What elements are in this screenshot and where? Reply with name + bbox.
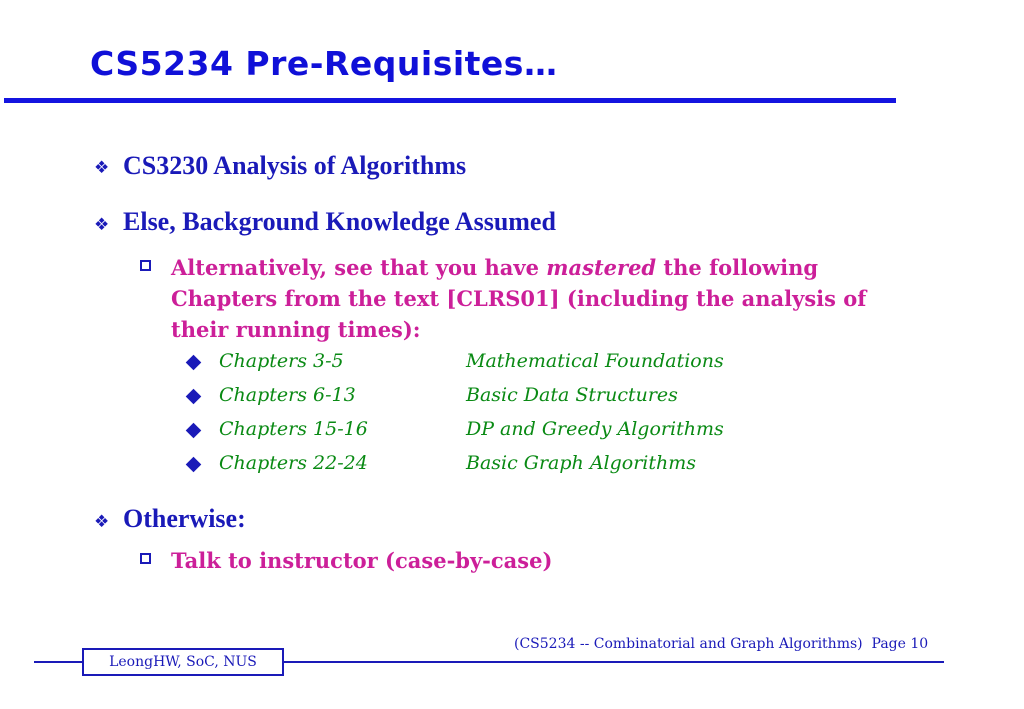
sub-bullet-alternatively <box>171 252 818 283</box>
diamond-star-bullet-icon: ❖ <box>94 215 110 235</box>
bullet-prerequisite-course: CS3230 Analysis of Algorithms <box>123 151 467 180</box>
sub-text-part: Alternatively, see that you have <box>171 255 547 280</box>
sub-bullet-line-2: Chapters from the text [CLRS01] (including the analysis of <box>171 286 867 311</box>
sub-bullet-line-3: their running times): <box>171 317 421 342</box>
footer-page-number: Page 10 <box>871 636 929 652</box>
footer-rule <box>34 661 82 663</box>
chapter-topic: Basic Data Structures <box>466 384 678 406</box>
footer-author: LeongHW, SoC, NUS <box>109 654 257 670</box>
chapter-range: Chapters 15-16 <box>219 418 368 440</box>
footer-course: (CS5234 -- Combinatorial and Graph Algorithms) <box>514 636 863 652</box>
footer-caption <box>514 636 928 652</box>
filled-diamond-bullet-icon <box>186 355 202 371</box>
bullet-otherwise: Otherwise: <box>123 504 246 533</box>
chapter-range: Chapters 3-5 <box>219 350 344 372</box>
sub-text-emphasis: mastered <box>546 255 657 280</box>
footer-rule <box>284 661 944 663</box>
sub-text-part: the following <box>656 255 819 280</box>
footer-author-box <box>82 648 284 676</box>
chapter-topic: DP and Greedy Algorithms <box>466 418 724 440</box>
filled-diamond-bullet-icon <box>186 389 202 405</box>
sub-bullet-talk-to-instructor: Talk to instructor (case-by-case) <box>171 548 553 573</box>
slide-title: CS5234 Pre-Requisites… <box>90 44 558 83</box>
title-underline <box>4 98 896 103</box>
bullet-background-knowledge: Else, Background Knowledge Assumed <box>123 207 556 236</box>
diamond-star-bullet-icon: ❖ <box>94 512 110 532</box>
chapter-range: Chapters 22-24 <box>219 452 368 474</box>
diamond-star-bullet-icon: ❖ <box>94 158 110 178</box>
filled-diamond-bullet-icon <box>186 457 202 473</box>
hollow-square-bullet-icon <box>140 260 151 271</box>
hollow-square-bullet-icon <box>140 553 151 564</box>
filled-diamond-bullet-icon <box>186 423 202 439</box>
chapter-range: Chapters 6-13 <box>219 384 356 406</box>
chapter-topic: Basic Graph Algorithms <box>466 452 697 474</box>
chapter-topic: Mathematical Foundations <box>466 350 724 372</box>
